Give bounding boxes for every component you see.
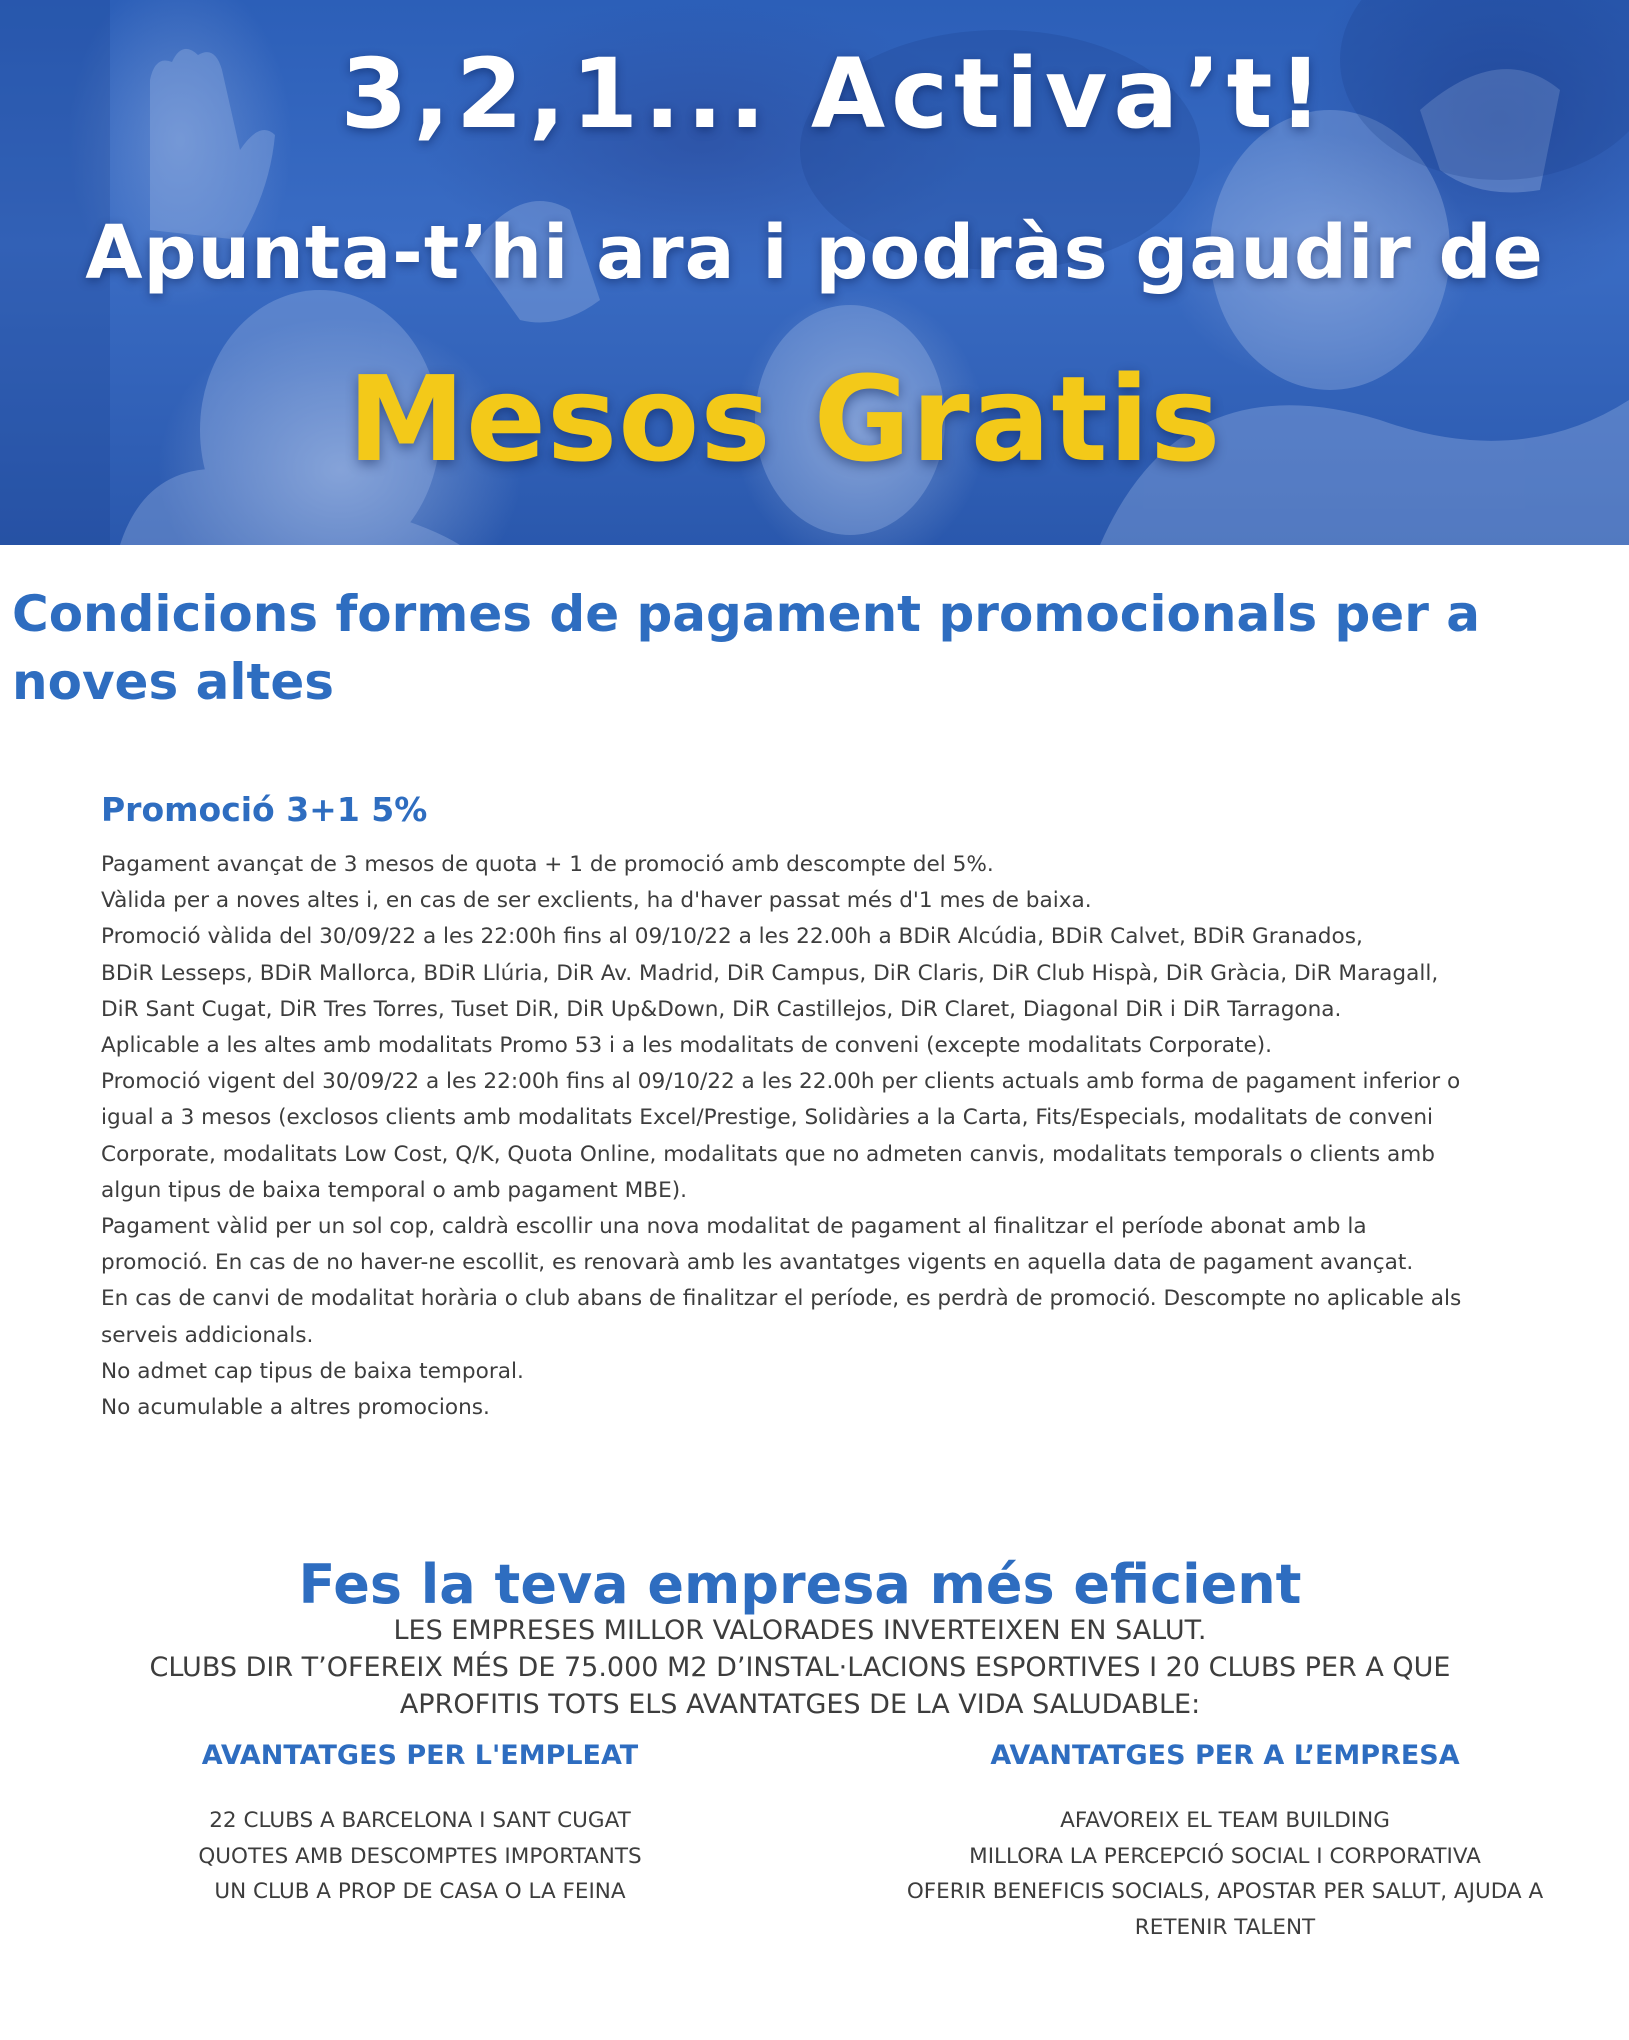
promo-line: Pagament vàlid per un sol cop, caldrà escollir una nova modalitat de pagament al finalitzar el període abonat amb la bbox=[101, 1214, 1367, 1240]
company-subtitle bbox=[0, 1612, 1600, 1723]
business-benefits-list bbox=[865, 1803, 1585, 1945]
promo-line: serveis addicionals. bbox=[101, 1322, 314, 1348]
promo-line: No admet cap tipus de baixa temporal. bbox=[101, 1358, 524, 1384]
business-benefits-heading: AVANTATGES PER A L’EMPRESA bbox=[990, 1740, 1460, 1771]
business-benefits bbox=[865, 1740, 1585, 1945]
promo-line: algun tipus de baixa temporal o amb pagament MBE). bbox=[101, 1177, 688, 1203]
promo-line: DiR Sant Cugat, DiR Tres Torres, Tuset DiR, DiR Up&Down, DiR Castillejos, DiR Claret, Diagonal DiR i DiR Tarragona. bbox=[101, 996, 1342, 1022]
employee-benefits-list bbox=[120, 1803, 720, 1910]
company-subtitle-line: CLUBS DIR T’OFEREIX MÉS DE 75.000 M2 D’INSTAL·LACIONS ESPORTIVES I 20 CLUBS PER A QUE bbox=[149, 1652, 1451, 1683]
promo-line: Corporate, modalitats Low Cost, Q/K, Quota Online, modalitats que no admeten canvis, modalitats temporals o clients amb bbox=[101, 1141, 1436, 1167]
conditions-title: Condicions formes de pagament promocionals per a noves altes bbox=[12, 585, 1481, 711]
employee-benefits bbox=[120, 1740, 720, 1910]
promo-line: Pagament avançat de 3 mesos de quota + 1 de promoció amb descompte del 5%. bbox=[101, 852, 994, 877]
promo-line: igual a 3 mesos (exclosos clients amb modalitats Excel/Prestige, Solidàries a la Carta, Fits/Especials, modalitats de conveni bbox=[101, 1105, 1434, 1131]
promo-line: Vàlida per a noves altes i, en cas de ser exclients, ha d'haver passat més d'1 mes de baixa. bbox=[101, 888, 1092, 914]
promo-line: Promoció vàlida del 30/09/22 a les 22:00h fins al 09/10/22 a les 22.00h a BDiR Alcúdia, BDiR Calvet, BDiR Granados, bbox=[101, 924, 1363, 950]
company-subtitle-line: LES EMPRESES MILLOR VALORADES INVERTEIXEN EN SALUT. bbox=[393, 1615, 1207, 1646]
hero-banner bbox=[0, 0, 1629, 545]
hero-offer: Mesos Gratis bbox=[347, 350, 1222, 488]
promo-line: En cas de canvi de modalitat horària o club abans de finalitzar el període, es perdrà de promoció. Descompte no aplicable als bbox=[101, 1286, 1462, 1312]
list-item: 22 CLUBS A BARCELONA I SANT CUGAT bbox=[209, 1808, 631, 1833]
company-title: Fes la teva empresa més eficient bbox=[298, 1553, 1302, 1616]
promo-line: BDiR Lesseps, BDiR Mallorca, BDiR Llúria, DiR Av. Madrid, DiR Campus, DiR Claris, DiR Club Hispà, DiR Gràcia, DiR Maragall, bbox=[101, 960, 1439, 986]
list-item: AFAVOREIX EL TEAM BUILDING bbox=[1060, 1808, 1390, 1833]
list-item: QUOTES AMB DESCOMPTES IMPORTANTS bbox=[198, 1843, 642, 1869]
promo-conditions-list bbox=[101, 847, 1601, 1426]
hero-subheadline: Apunta-t’hi ara i podràs gaudir de bbox=[85, 210, 1544, 296]
list-item: UN CLUB A PROP DE CASA O LA FEINA bbox=[214, 1879, 626, 1904]
list-item: OFERIR BENEFICIS SOCIALS, APOSTAR PER SALUT, AJUDA A RETENIR TALENT bbox=[906, 1879, 1544, 1940]
company-subtitle-line: APROFITIS TOTS ELS AVANTATGES DE LA VIDA SALUDABLE: bbox=[399, 1689, 1201, 1720]
hero-headline: 3,2,1... Activa’t! bbox=[340, 38, 1329, 150]
list-item: MILLORA LA PERCEPCIÓ SOCIAL I CORPORATIVA bbox=[969, 1843, 1481, 1869]
promo-line: Aplicable a les altes amb modalitats Promo 53 i a les modalitats de conveni (excepte modalitats Corporate). bbox=[101, 1033, 1273, 1059]
promo-line: Promoció vigent del 30/09/22 a les 22:00h fins al 09/10/22 a les 22.00h per clients actuals amb forma de pagament inferior o bbox=[101, 1069, 1461, 1095]
promo-line: No acumulable a altres promocions. bbox=[101, 1395, 490, 1421]
promo-title: Promoció 3+1 5% bbox=[101, 790, 428, 829]
promo-line: promoció. En cas de no haver-ne escollit, es renovarà amb les avantatges vigents en aquella data de pagament avançat. bbox=[101, 1250, 1414, 1276]
employee-benefits-heading: AVANTATGES PER L'EMPLEAT bbox=[201, 1740, 639, 1771]
